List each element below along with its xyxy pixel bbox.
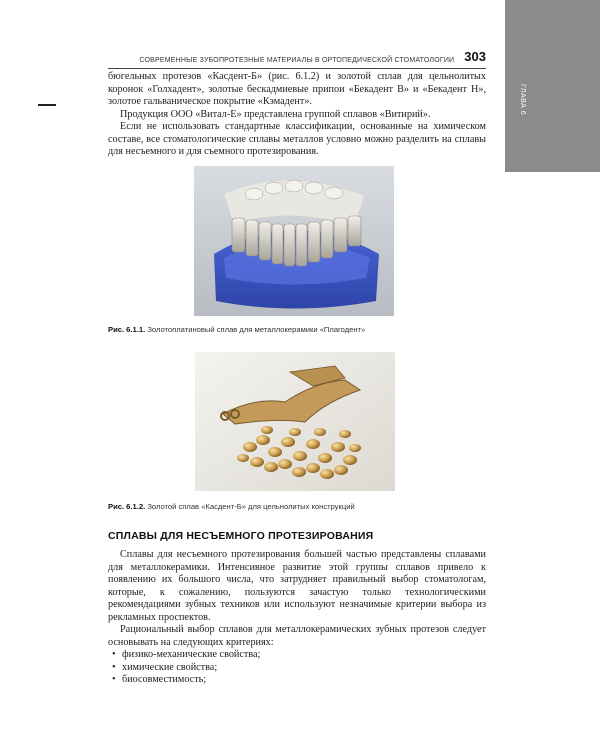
chapter-tab-label: ГЛАВА 6 xyxy=(519,84,526,116)
list-item: • физико-механические свойства; xyxy=(122,649,486,662)
body-text-top xyxy=(108,71,486,159)
figure-photo-dental-model xyxy=(194,166,394,316)
criteria-list xyxy=(108,649,486,687)
running-header xyxy=(108,49,486,69)
figure-caption xyxy=(108,325,486,334)
list-item: • биосовместимость; xyxy=(122,674,486,687)
paragraph: Если не использовать стандартные классификации, основанные на химическом составе, все стоматологические сплавы металлов условно можно разделить на сплавы для несъемного и для съемного протезирования. xyxy=(108,121,486,157)
paragraph: Сплавы для несъемного протезирования большей частью представлены сплавами для металлокерамики. Интенсивное развитие этой группы сплавов привело к появлению их большого числа, что затрудняет правильный выбор стоматологам, которые, к сожалению, пользуются зачастую только технологическими рекомендациями зубных техников или используют незначимые критерии выбора из рекламных проспектов. xyxy=(108,549,486,623)
page-number: 303 xyxy=(464,49,486,64)
section-heading: СПЛАВЫ ДЛЯ НЕСЪЕМНОГО ПРОТЕЗИРОВАНИЯ xyxy=(108,530,374,542)
figure-caption-text: Золотой сплав «Касдент-Б» для цельнолитых конструкций xyxy=(147,502,355,511)
paragraph: Продукция ООО «Витал-Е» представлена группой сплавов «Витирий». xyxy=(120,108,431,120)
running-title: СОВРЕМЕННЫЕ ЗУБОПРОТЕЗНЫЕ МАТЕРИАЛЫ В ОРТОПЕДИЧЕСКОЙ СТОМАТОЛОГИИ xyxy=(139,57,455,64)
figure-label: Рис. 6.1.1. xyxy=(108,325,146,334)
figure-caption-text: Золотоплатиновый сплав для металлокерамики «Плагодент» xyxy=(147,325,366,334)
paragraph: Рациональный выбор сплавов для металлокерамических зубных протезов следует основывать на следующих критериях: xyxy=(108,624,486,648)
body-text-section xyxy=(108,549,486,687)
figure-caption xyxy=(108,502,486,511)
paragraph: бюгельных протезов «Касдент-Б» (рис. 6.1.2) и золотой сплав для цельнолитых коронок «Голхадент», золотые бескадмиевые припои «Бекадент В» и «Бекадент Н», золотое гальваническое покрытие «Кэмадент». xyxy=(108,71,486,107)
list-item: • химические свойства; xyxy=(122,662,486,675)
figure-photo-gold-alloy xyxy=(195,352,395,491)
margin-mark xyxy=(38,104,56,106)
figure-label: Рис. 6.1.2. xyxy=(108,502,146,511)
